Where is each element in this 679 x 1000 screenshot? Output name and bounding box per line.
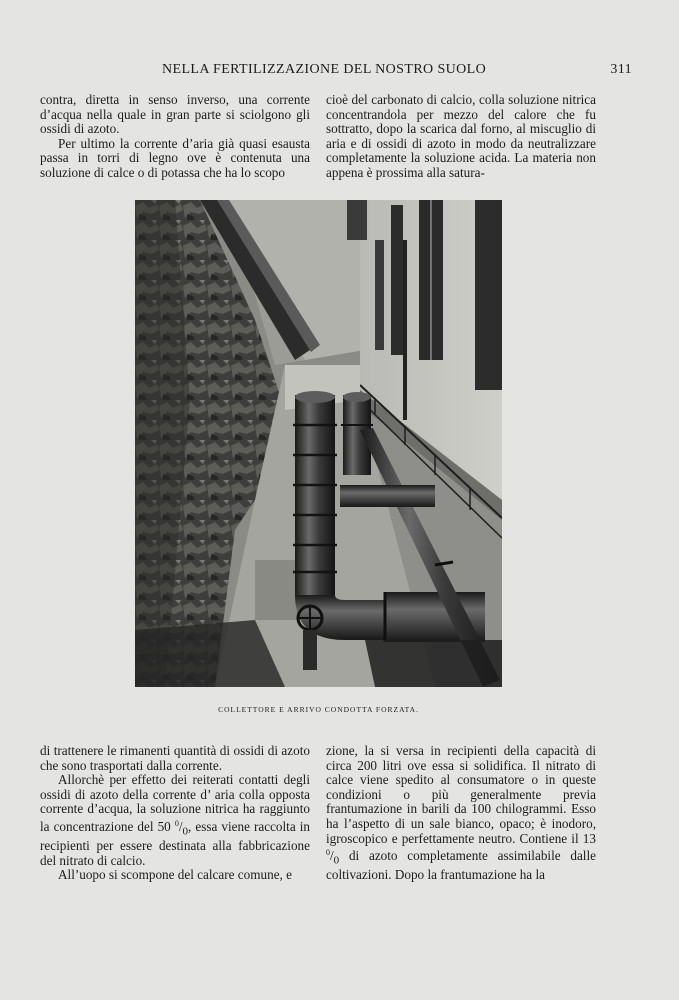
percent-sign-denominator: 0: [333, 854, 340, 867]
percent-sign-numerator: 0: [326, 848, 330, 858]
percent-sign-slash: /: [330, 848, 334, 864]
text-run: zione, la si versa in recipienti della capacità di circa 200 litri ove essa si solidifica. Il nitrato di calce viene spedito al consumatore o in queste condizioni o più generalmente previa frantumazione in barili da 100 chilogrammi. Esso ha l’aspetto di un sale bianco, opaco; è inodoro, igroscopico e perfettamente neutro. Contiene il 13: [326, 743, 596, 846]
paragraph: [326, 744, 596, 883]
paragraph: di trattenere le rimanenti quantità di ossidi di azoto che sono trasportati dalla corrente.: [40, 743, 310, 773]
percent-sign-slash: /: [178, 818, 183, 834]
paragraph: cioè del carbonato di calcio, colla soluzione nitrica concentrandola per mezzo del calore che fu sottratto, dopo la scarica dal forno, al miscuglio di aria e di ossidi di azoto in modo da neutralizzare completamente la soluzione acida. La materia non appena è prossima alla satura-: [326, 92, 596, 180]
paragraph: Per ultimo la corrente d’aria già quasi esausta passa in torri di legno ove è contenuta una soluzione di calce o di potassa che ha lo scopo: [40, 135, 310, 180]
text-column-top-right: [326, 93, 596, 181]
percent-sign-numerator: 0: [174, 818, 179, 828]
running-head: [40, 62, 640, 82]
text-column-bottom-right: [326, 744, 596, 883]
paragraph: [40, 773, 310, 868]
running-title: NELLA FERTILIZZAZIONE DEL NOSTRO SUOLO: [162, 62, 487, 77]
page-number: 311: [610, 62, 632, 77]
text-run: di azoto completamente assimilabile dalle coltivazioni. Dopo la frantumazione ha la: [326, 848, 596, 883]
paragraph: contra, diretta in senso inverso, una corrente d’acqua nella quale in gran parte si sciolgono gli ossidi di azoto.: [40, 92, 310, 137]
text-run: Allorchè per effetto dei reiterati contatti degli ossidi di azoto della corrente d’ aria colla opposta corrente d’acqua, la soluzione nitrica ha raggiunto la concentrazione del 50: [40, 772, 310, 834]
text-run: , essa viene raccolta in recipienti per essere destinata alla fabbricazione del nitrato di calcio.: [40, 818, 311, 868]
photograph-penstock-collector: [135, 200, 502, 687]
percent-sign-denominator: 0: [182, 825, 188, 838]
text-column-top-left: [40, 93, 310, 181]
text-column-bottom-left: [40, 744, 310, 883]
paragraph: All’uopo si scompone del calcare comune, e: [58, 867, 292, 883]
figure-caption: COLLETTORE E ARRIVO CONDOTTA FORZATA.: [218, 705, 419, 714]
